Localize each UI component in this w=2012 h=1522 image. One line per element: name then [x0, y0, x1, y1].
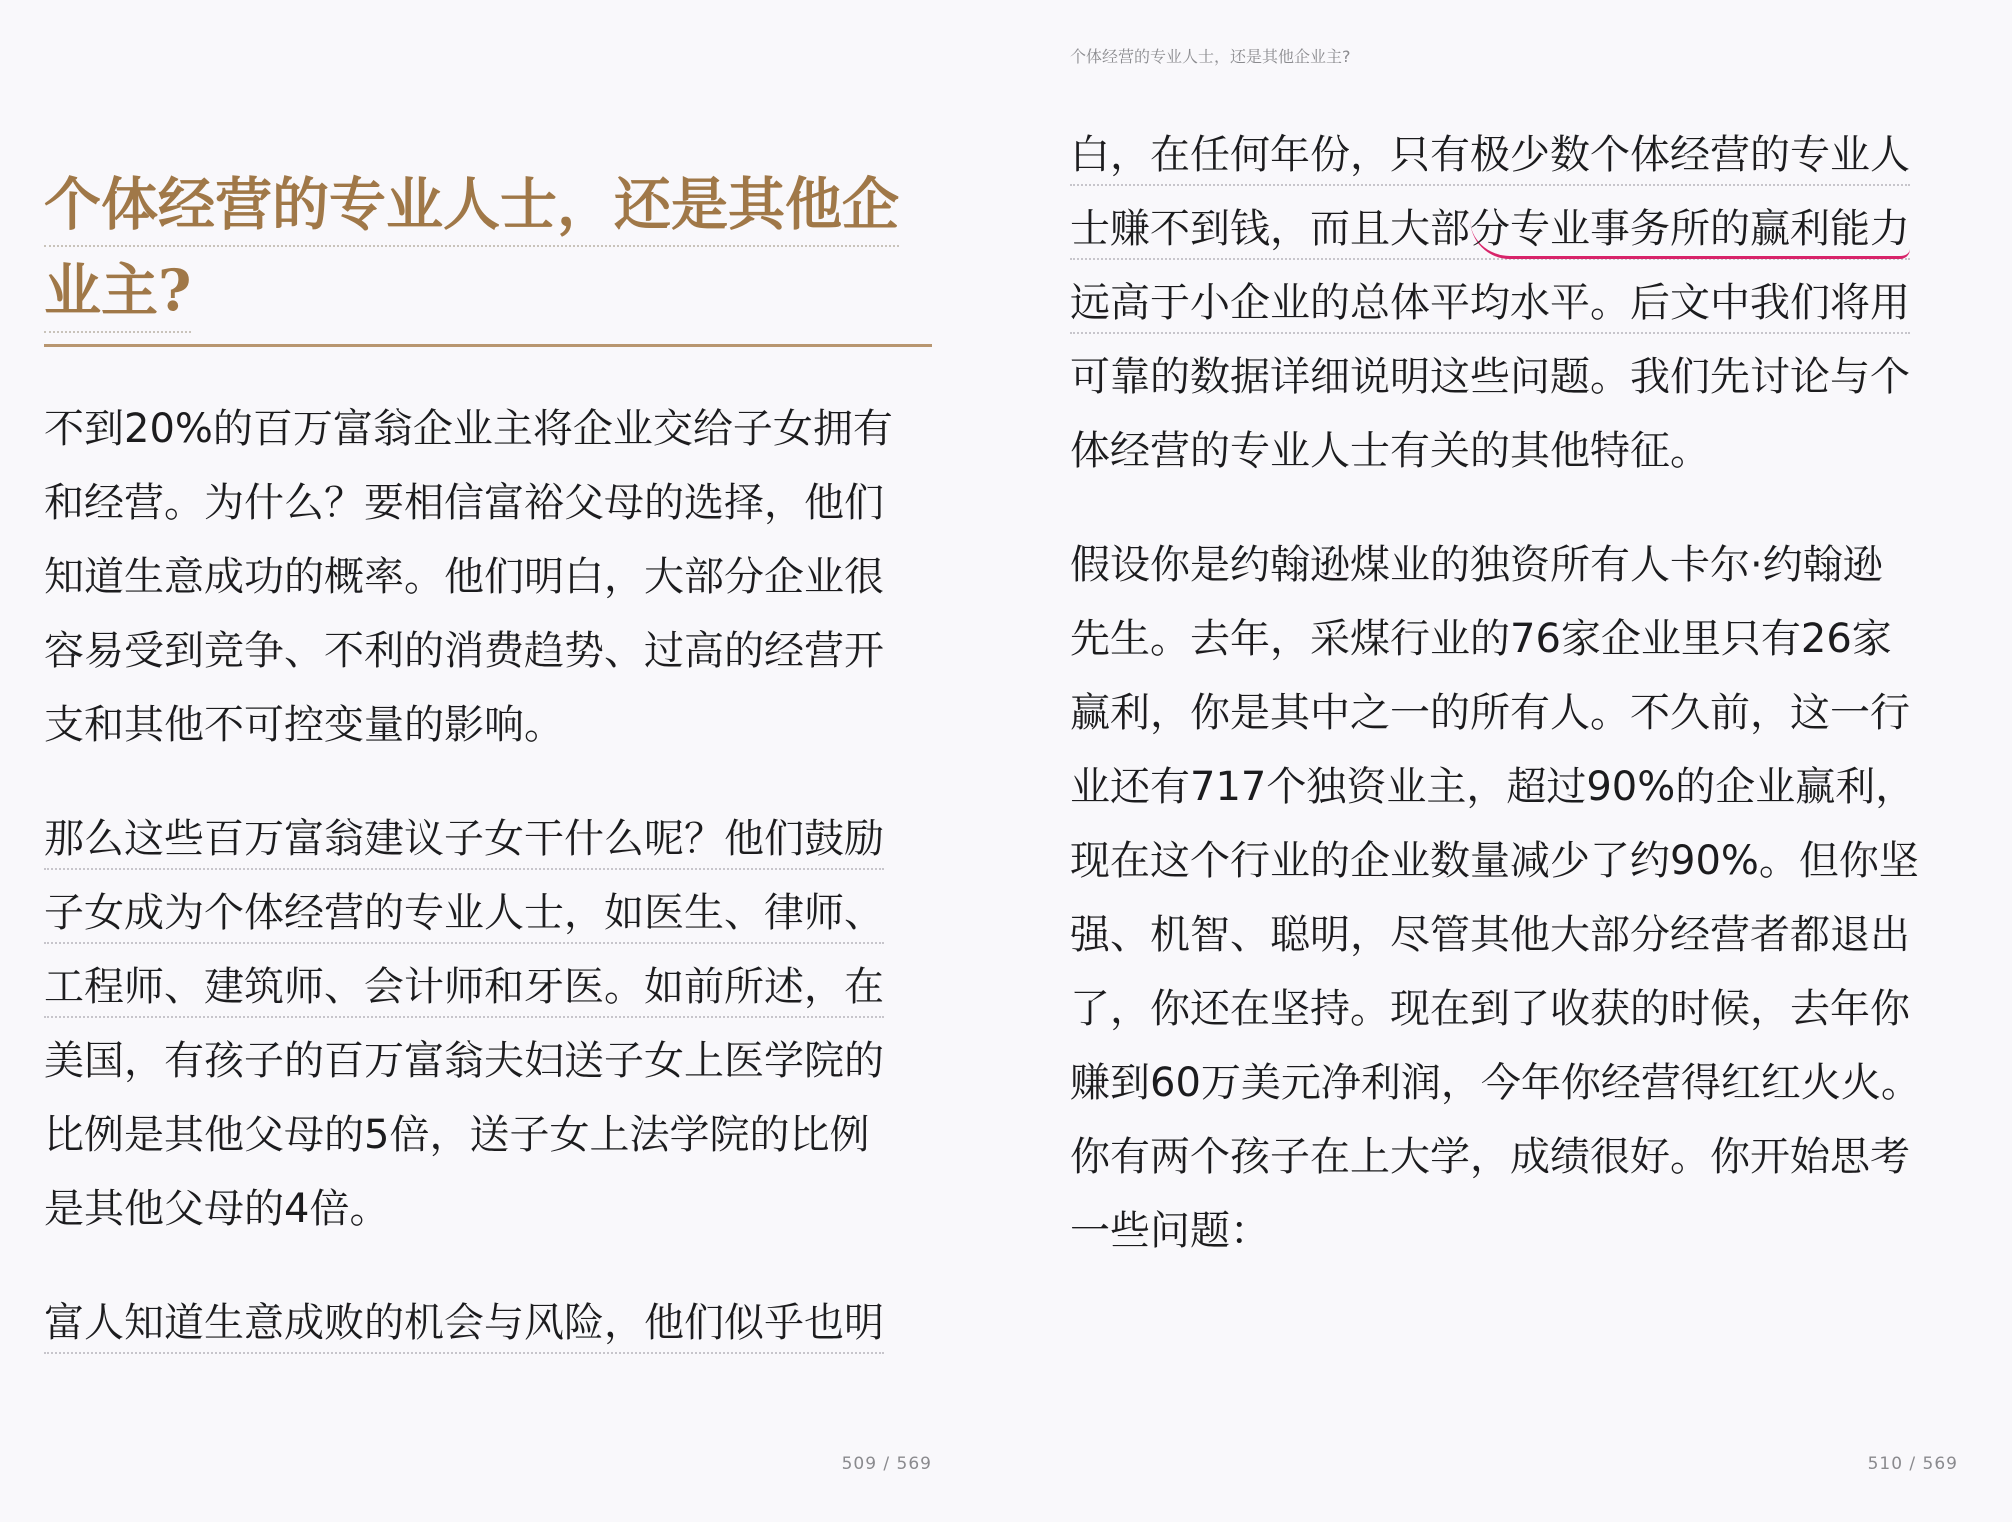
- paragraph: [44, 392, 944, 762]
- text-line: 不到20%的百万富翁企业主将企业交给子女拥有: [44, 406, 893, 452]
- title-divider: [44, 344, 932, 347]
- text-line: 业还有717个独资业主，超过90%的企业赢利，: [1070, 764, 1916, 810]
- text-line: 一些问题：: [1070, 1208, 1270, 1254]
- text-line: 远高于小企业的总体平均水平。后文中我们将用: [1070, 266, 1970, 340]
- paragraph: [44, 1286, 944, 1360]
- text-line: 体经营的专业人士有关的其他特征。: [1070, 428, 1710, 474]
- chapter-title-line: 业主?: [44, 251, 191, 333]
- text-line: 赚到60万美元净利润，今年你经营得红红火火。: [1070, 1060, 1921, 1106]
- text-line: 比例是其他父母的5倍，送子女上法学院的比例: [44, 1112, 870, 1158]
- text-line: 了，你还在坚持。现在到了收获的时候，去年你: [1070, 986, 1910, 1032]
- text-line: 美国，有孩子的百万富翁夫妇送子女上医学院的: [44, 1038, 884, 1084]
- paragraph: [1070, 528, 1970, 1268]
- text-line: 容易受到竞争、不利的消费趋势、过高的经营开: [44, 628, 884, 674]
- text-line: 工程师、建筑师、会计师和牙医。如前所述，在: [44, 950, 944, 1024]
- text-line: 士赚不到钱，而且大部分专业事务所的赢利能力: [1070, 192, 1970, 266]
- text-line: 和经营。为什么？要相信富裕父母的选择，他们: [44, 480, 884, 526]
- text-line: 子女成为个体经营的专业人士，如医生、律师、: [44, 876, 944, 950]
- highlight-annotation[interactable]: 分专业事务所的赢利能力: [1470, 206, 1910, 259]
- text-line: 富人知道生意成败的机会与风险，他们似乎也明: [44, 1286, 944, 1360]
- text-line: 白，在任何年份，只有极少数个体经营的专业人: [1070, 118, 1970, 192]
- running-header: 个体经营的专业人士，还是其他企业主?: [1070, 47, 1351, 66]
- text-line: 可靠的数据详细说明这些问题。我们先讨论与个: [1070, 354, 1910, 400]
- chapter-title: [44, 162, 932, 334]
- text-line: 是其他父母的4倍。: [44, 1186, 390, 1232]
- page-number: 510 / 569: [1867, 1454, 1958, 1474]
- text-line: 先生。去年，采煤行业的76家企业里只有26家: [1070, 616, 1892, 662]
- text-line: 假设你是约翰逊煤业的独资所有人卡尔·约翰逊: [1070, 542, 1883, 588]
- text-line: 那么这些百万富翁建议子女干什么呢？他们鼓励: [44, 802, 944, 876]
- paragraph: [44, 802, 944, 1246]
- text-line: 你有两个孩子在上大学，成绩很好。你开始思考: [1070, 1134, 1910, 1180]
- page-number: 509 / 569: [841, 1454, 932, 1474]
- paragraph: [1070, 118, 1970, 488]
- right-page: [1070, 0, 1958, 1522]
- text-line: 支和其他不可控变量的影响。: [44, 702, 564, 748]
- left-page: [44, 0, 932, 1522]
- chapter-title-line: 个体经营的专业人士，还是其他企: [44, 165, 899, 247]
- text-line: 现在这个行业的企业数量减少了约90%。但你坚: [1070, 838, 1919, 884]
- text-line: 赢利，你是其中之一的所有人。不久前，这一行: [1070, 690, 1910, 736]
- text-line: 知道生意成功的概率。他们明白，大部分企业很: [44, 554, 884, 600]
- text-line: 强、机智、聪明，尽管其他大部分经营者都退出: [1070, 912, 1910, 958]
